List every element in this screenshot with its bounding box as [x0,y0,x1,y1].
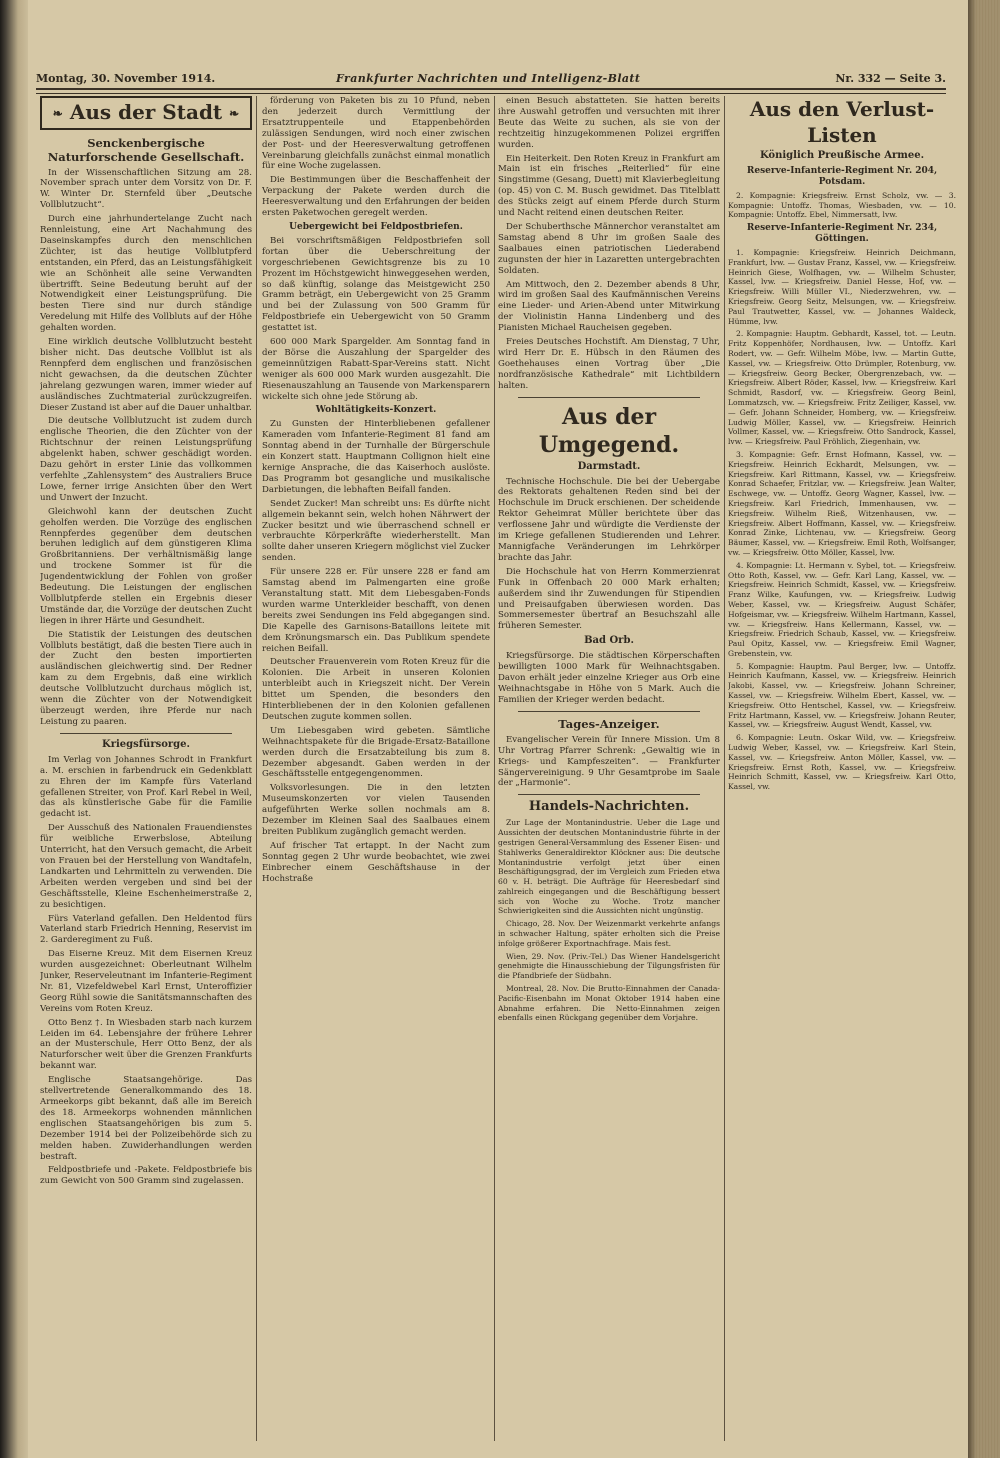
column-rule [256,96,257,1441]
column-rule [494,96,495,1441]
page-stack-edge [968,0,1000,1458]
article-paragraph: Die deutsche Vollblutzucht ist zudem durch englische Theorien, die den Züchter von der Richtschnur der reinen Leistungsprüfung abgelenkt haben, schwer geschädigt worden. Dazu gehört in erster Linie das vollkommen verfehlte „Zahlensystem“ des Australiers Bruce Lowe, ferner irrige Ansichten über den Wert und Unwert der Inzucht. [40,416,252,503]
article-paragraph: 600 000 Mark Spargelder. Am Sonntag fand in der Börse die Auszahlung der Spargelder des gemeinnützigen Rabatt-Spar-Vereins statt. Nicht weniger als 600 000 Mark wurden ausgezahlt. Die Riesenauszahlung an Tausende von Markensparern wickelte sich ohne jede Störung ab. [262,337,490,402]
column-2 [262,96,490,1446]
ornament-icon: ❧ [229,106,240,121]
article-heading: Bad Orb. [584,635,634,647]
article-heading: Senckenbergische Naturforschende Gesellschaft. [47,135,245,164]
casualty-list: 2. Kompagnie: Hauptm. Gebhardt, Kassel, tot. — Leutn. Fritz Koppenhöfer, Nordhausen, lvw. — Untoffz. Karl Rodert, vw. — Gefr. Wilhelm Möbe, lvw. — Martin Gutte, Kassel, vw. — Kriegsfreiw. Otto Drümpler, Rotenburg, vw. — Kriegsfreiw. Georg Becker, Obergrenzebach, vw. — Kriegsfreiw. Albert Röder, Kassel, lvw. — Kriegsfreiw. Karl Schmidt, Rasdorf, vw. — Kriegsfreiw. Georg Beinl, Lommatzsch, vw. — Kriegsfreiw. Fritz Zeiliger, Kassel, vw. — Gefr. Johann Schneider, Homberg, vw. — Kriegsfreiw. Ludwig Möller, Kassel, vw. — Kriegsfreiw. Heinrich Vollmer, Kassel, vw. — Kriegsfreiw. Otto Sandrock, Kassel, lvw. — Kriegsfreiw. Paul Fröhlich, Ziegenhain, vw. [728,329,956,447]
page-header [36,68,946,90]
article-paragraph: Feldpostbriefe und -Pakete. Feldpostbriefe bis zum Gewicht von 500 Gramm sind zugelassen. [40,1165,252,1187]
article-heading: Kriegsfürsorge. [102,738,190,750]
article-paragraph: Im Verlag von Johannes Schrodt in Frankfurt a. M. erschien in farbendruck ein Gedenkblatt zu Ehren der im Kampfe fürs Vaterland gefallenen Streiter, von Prof. Karl Rebel in Weil, das als künstlerische Gabe für die Familie gedacht ist. [40,754,252,820]
section-subtitle: Königlich Preußische Armee. [759,150,925,161]
column-4 [728,96,956,1446]
article-paragraph: Gleichwohl kann der deutschen Zucht geholfen werden. Die Vorzüge des englischen Rennpferdes gegenüber dem deutschen beruhen lediglich auf dem günstigeren Klima Großbritanniens. Der verhältnismäßig lange und trockene Sommer ist für die Jugendentwicklung der Fohlen von großer Bedeutung. Die Leistungen der englischen Vollblutpferde stellen ein Ergebnis dieser Umstände dar, die Vorzüge der deutschen Zucht liegen in ihrer Härte und Gesundheit. [40,506,252,626]
article-paragraph: Das Eiserne Kreuz. Mit dem Eisernen Kreuz wurden ausgezeichnet: Oberleutnant Wilhelm Junker, Reserveleutnant im Infanterie-Regiment Nr. 81, Vizefeldwebel Karl Ernst, Unteroffizier Georg Rühl sowie die Sanitätsmannschaften des Vereins vom Roten Kreuz. [40,949,252,1014]
column-rule [724,96,725,1441]
article-paragraph: Chicago, 28. Nov. Der Weizenmarkt verkehrte anfangs in schwacher Haltung, später erholten sich die Preise infolge größerer Exportnachfrage. Mais fest. [498,919,720,948]
article-paragraph: Montreal, 28. Nov. Die Brutto-Einnahmen der Canada-Pacific-Eisenbahn im Monat Oktober 1914 haben eine Abnahme erfahren. Die Netto-Einnahmen zeigen ebenfalls einen Rückgang gegenüber dem Vorjahre. [498,984,720,1023]
casualty-list: 3. Kompagnie: Gefr. Ernst Hofmann, Kassel, vw. — Kriegsfreiw. Heinrich Eckhardt, Melsungen, vw. — Kriegsfreiw. Karl Rittmann, Kassel, vw. — Kriegsfreiw. Konrad Schaefer, Fritzlar, vw. — Kriegsfreiw. Jean Walter, Eschwege, vw. — Untoffz. Georg Wagner, Kassel, lvw. — Kriegsfreiw. Karl Friedrich, Immenhausen, vw. — Kriegsfreiw. Wilhelm Rieß, Witzenhausen, vw. — Kriegsfreiw. Albert Hoffmann, Kassel, vw. — Kriegsfreiw. Konrad Zinke, Lichtenau, vw. — Kriegsfreiw. Georg Bäumer, Kassel, vw. — Kriegsfreiw. Emil Roth, Wolfsanger, vw. — Kriegsfreiw. Otto Möller, Kassel, lvw. [728,449,956,557]
header-rule [36,88,946,94]
article-heading: Darmstadt. [577,460,641,472]
article-paragraph: Durch eine jahrhundertelange Zucht nach Rennleistung, eine Art Nachahmung des Daseinskampfes durch den menschlichen Züchter, ist das heutige Vollblutpferd entstanden, ein Pferd, das an Leistungsfähigkeit wie an Schönheit alle seine Verwandten übertrifft. Seine Bedeutung beruht auf der Notwendigkeit einer Leistungsprüfung. Die besten Tiere sind nur durch ständige Veredelung mit Hilfe des Vollbluts auf der Höhe gehalten worden. [40,214,252,334]
article-paragraph: Die Hochschule hat von Herrn Kommerzienrat Funk in Offenbach 20 000 Mark erhalten; außerdem sind ihr Zuwendungen für Stipendien und Preisaufgaben überwiesen worden. Das Sommersemester übertraf an Besuchszahl alle früheren Semester. [498,566,720,632]
article-paragraph: Eine wirklich deutsche Vollblutzucht besteht bisher nicht. Das deutsche Vollblut ist als Rennpferd dem englischen und französischen nicht gewachsen, da die deutschen Züchter jahrelang gezwungen waren, immer wieder auf ausländisches Zuchtmaterial zurückzugreifen. Dieser Zustand ist aber auf die Dauer unhaltbar. [40,337,252,413]
header-date: Montag, 30. November 1914. [36,72,216,85]
section-title: Aus den Verlust-Listen [749,97,935,147]
article-paragraph: Volksvorlesungen. Die in den letzten Museumskonzerten vor vielen Tausenden aufgeführten Werke sollen nochmals am 8. Dezember im Kleinen Saal des Saalbaues einem breiten Publikum zugänglich gemacht werden. [262,783,490,837]
article-paragraph: Kriegsfürsorge. Die städtischen Körperschaften bewilligten 1000 Mark für Weihnachtsgaben. Davon erhält jeder einzelne Krieger aus Orb eine Weihnachtsgabe in Höhe von 5 Mark. Auch die Familien der Krieger werden bedacht. [498,651,720,705]
section-title: Tages-Anzeiger. [558,716,660,731]
adjacent-page-edge [0,0,28,1458]
article-paragraph: Sendet Zucker! Man schreibt uns: Es dürfte nicht allgemein bekannt sein, welch hohen Nährwert der Zucker besitzt und wie überraschend schnell er verbrauchte Körperkräfte wiederherstellt. Man sollte daher unseren Kriegern möglichst viel Zucker senden. [262,498,490,564]
article-paragraph: Um Liebesgaben wird gebeten. Sämtliche Weihnachtspakete für die Brigade-Ersatz-Bataillone werden durch die Ersatzabteilung bis zum 8. Dezember abgesandt. Gaben werden in der Geschäftsstelle entgegengenommen. [262,725,490,780]
article-paragraph: Evangelischer Verein für Innere Mission. Um 8 Uhr Vortrag Pfarrer Schrenk: „Gewaltig wie in Kriegs- und Kampfeszeiten“. — Frankfurter Sängervereinigung. 9 Uhr Gesamtprobe im Saale der „Harmonie“. [498,734,720,789]
section-title: Handels-Nachrichten. [528,799,690,815]
article-paragraph: Für unsere 228 er. Für unsere 228 er fand am Samstag abend im Palmengarten eine große Veranstaltung statt. Mit dem Liebesgaben-Fonds wurden warme Unterkleider beschafft, von denen bereits zwei Sendungen ins Feld abgegangen sind. Die Kapelle des Garnisons-Bataillons leitete mit dem Krönungsmarsch ein. Das Publikum spendete reichen Beifall. [262,567,490,654]
ornament-icon: ❧ [52,106,63,121]
article-paragraph: förderung von Paketen bis zu 10 Pfund, neben den jederzeit durch Vermittlung der Ersatztruppenteile und Etappenbehörden zulässigen Sendungen, wird noch einer zwischen der Post- und der Heeresverwaltung getroffenen Vereinbarung gleichfalls zunächst einmal monatlich für eine Woche zugelassen. [262,96,490,172]
article-paragraph: Der Ausschuß des Nationalen Frauendienstes für weibliche Erwerbslose, Abteilung Unterricht, hat den Versuch gemacht, die Arbeit von Frauen bei der Herstellung von Wandtafeln, Landkarten und Lehrmitteln zu verwenden. Die Arbeiten werden vergeben und sind bei der Geschäftsstelle, Kleine Eschenheimerstraße 2, zu besichtigen. [40,823,252,910]
article-paragraph: Wien, 29. Nov. (Priv.-Tel.) Das Wiener Handelsgericht genehmigte die Hinausschiebung der Tilgungsfristen für die Pfandbriefe der Südbahn. [498,951,720,981]
article-paragraph: einen Besuch abstatteten. Sie hatten bereits ihre Auswahl getroffen und versuchten mit ihrer Beute das Weite zu suchen, als sie von der rechtzeitig hinzugekommenen Polizei ergriffen wurden. [498,96,720,150]
divider [518,794,700,795]
article-paragraph: Zu Gunsten der Hinterbliebenen gefallener Kameraden vom Infanterie-Regiment 81 fand am Sonntag abend in der Turnhalle der Bürgerschule ein Konzert statt. Hauptmann Collignon hielt eine kernige Ansprache, die das Kaiserhoch auslöste. Das Programm bot gesangliche und musikalische Darbietungen, die lebhaften Beifall fanden. [262,419,490,495]
casualty-list: 4. Kompagnie: Lt. Hermann v. Sybel, tot. — Kriegsfreiw. Otto Roth, Kassel, vw. — Gefr. Karl Lang, Kassel, vw. — Kriegsfreiw. Heinrich Schmidt, Kassel, vw. — Kriegsfreiw. Franz Wilke, Kaufungen, vw. — Kriegsfreiw. Ludwig Weber, Kassel, vw. — Kriegsfreiw. August Schäfer, Hofgeismar, vw. — Kriegsfreiw. Wilhelm Hartmann, Kassel, vw. — Kriegsfreiw. Hans Kellermann, Kassel, vw. — Kriegsfreiw. Friedrich Schaub, Kassel, vw. — Kriegsfreiw. Paul Opitz, Kassel, vw. — Kriegsfreiw. Emil Wagner, Grebenstein, vw. [728,560,956,658]
article-heading: Wohltätigkeits-Konzert. [315,405,437,416]
article-paragraph: Ein Heiterkeit. Den Roten Kreuz in Frankfurt am Main ist ein frisches „Reiterlied“ für eine Singstimme (Gesang, Duett) mit Klavierbegleitung (op. 45) von C. M. Busch gewidmet. Das Titelblatt des Stücks zeigt auf einem Pferde durch Sturm und Nacht reitend einen deutschen Reiter. [498,153,720,219]
article-paragraph: Otto Benz †. In Wiesbaden starb nach kurzem Leiden im 64. Lebensjahre der frühere Lehrer an der Musterschule, Herr Otto Benz, der als Naturforscher weit über die Grenzen Frankfurts bekannt war. [40,1017,252,1072]
article-paragraph: Auf frischer Tat ertappt. In der Nacht zum Sonntag gegen 2 Uhr wurde beobachtet, wie zwei Einbrecher einem Geschäftshause in der Hochstraße [262,840,490,884]
casualty-list: 5. Kompagnie: Hauptm. Paul Berger, lvw. — Untoffz. Heinrich Kaufmann, Kassel, vw. — Kriegsfreiw. Heinrich Jakobi, Kassel, vw. — Kriegsfreiw. Johann Schreiner, Kassel, vw. — Kriegsfreiw. Wilhelm Ebert, Kassel, vw. — Kriegsfreiw. Otto Hentschel, Kassel, vw. — Kriegsfreiw. Fritz Hartmann, Kassel, vw. — Kriegsfreiw. Johann Reuter, Kassel, vw. — Kriegsfreiw. August Wendt, Kassel, vw. [728,661,956,730]
article-heading: Uebergewicht bei Feldpostbriefen. [289,221,463,232]
article-paragraph: Fürs Vaterland gefallen. Den Heldentod fürs Vaterland starb Friedrich Henning, Reservist im 2. Garderegiment zu Fuß. [40,913,252,946]
section-title: Aus der Stadt [69,100,223,124]
divider [60,733,232,734]
article-paragraph: Bei vorschriftsmäßigen Feldpostbriefen soll fortan über die Ueberschreitung der vorgeschriebenen Gewichtsgrenze bis zu 10 Prozent im Höchstgewicht hinweggesehen werden, so daß künftig, solange das Meistgewicht 250 Gramm beträgt, ein Uebergewicht von 25 Gramm und bei der Zulassung von 500 Gramm für Feldpostbriefe ein Uebergewicht von 50 Gramm gestattet ist. [262,235,490,334]
article-paragraph: Deutscher Frauenverein vom Roten Kreuz für die Kolonien. Die Arbeit in unseren Kolonien unterbleibt auch in Kriegszeit nicht. Der Verein bittet um Spenden, die besonders den Hinterbliebenen der in den Kolonien gefallenen Deutschen zugute kommen sollen. [262,657,490,722]
header-paper-title: Frankfurter Nachrichten und Intelligenz-Blatt [336,72,641,85]
article-paragraph: Freies Deutsches Hochstift. Am Dienstag, 7 Uhr, wird Herr Dr. E. Hübsch in den Räumen des Goethehauses einen Vortrag über „Die nordfranzösische Kathedrale“ mit Lichtbildern halten. [498,337,720,391]
casualty-list: 2. Kompagnie: Kriegsfreiw. Ernst Scholz, vw. — 3. Kompagnie: Untoffz. Thomas, Wiesbaden, vw. — 10. Kompagnie: Untoffz. Ebel, Nimmersatt, lvw. [728,190,956,220]
casualty-list: 1. Kompagnie: Kriegsfreiw. Heinrich Deichmann, Frankfurt, lvw. — Gustav Franz, Kassel, vw. — Kriegsfreiw. Heinrich Giese, Wolfhagen, vw. — Wilhelm Schuster, Kassel, lvw. — Kriegsfreiw. Daniel Hesse, Hof, vw. — Kriegsfreiw. Willi Müller VI., Niederzwehren, vw. — Kriegsfreiw. Georg Seitz, Melsungen, vw. — Kriegsfreiw. Paul Trautwetter, Kassel, vw. — Johannes Waldeck, Hümme, lvw. [728,248,956,326]
article-paragraph: Technische Hochschule. Die bei der Uebergabe des Rektorats gehaltenen Reden sind bei der Hochschule im Druck erschienen. Der scheidende Rektor Geheimrat Müller berichtete über das verflossene Jahr und würdigte die Verdienste der im Kriege gefallenen Studierenden und Lehrer. Mannigfache Veränderungen im Lehrkörper brachte das Jahr. [498,476,720,563]
section-title: Aus der Umgegend. [538,403,680,458]
casualty-list: 6. Kompagnie: Leutn. Oskar Wild, vw. — Kriegsfreiw. Ludwig Weber, Kassel, vw. — Kriegsfreiw. Karl Stein, Kassel, vw. — Kriegsfreiw. Anton Möller, Kassel, vw. — Kriegsfreiw. Ernst Roth, Kassel, vw. — Kriegsfreiw. Heinrich Schmitt, Kassel, vw. — Kriegsfreiw. Karl Otto, Kassel, vw. [728,733,956,792]
article-paragraph: In der Wissenschaftlichen Sitzung am 28. November sprach unter dem Vorsitz von Dr. F. W. Winter Dr. Sternfeld über „Deutsche Vollblutzucht“. [40,167,252,211]
article-paragraph: Die Bestimmungen über die Beschaffenheit der Verpackung der Pakete werden durch die Heeresverwaltung und den Erfahrungen der beiden ersten Paketwochen geregelt werden. [262,175,490,219]
divider [518,711,700,712]
column-1 [40,96,252,1446]
section-heading-box [40,96,252,130]
article-paragraph: Zur Lage der Montanindustrie. Ueber die Lage und Aussichten der deutschen Montanindustrie führte in der gestrigen General-Versammlung des Essener Eisen- und Stahlwerks Generaldirektor Klöckner aus: Die deutsche Montanindustrie verfolgt jetzt über einen Beschäftigungsgrad, der im Vergleich zum Frieden etwa 60 v. H. beträgt. Die Aufträge für Heeresbedarf sind zahlreich eingegangen und die Beschäftigung bessert sich von Woche zu Woche. Trotz mancher Schwierigkeiten sind die Aussichten nicht ungünstig. [498,818,720,916]
column-3 [498,96,720,1446]
divider [518,397,700,398]
header-issue: Nr. 332 — Seite 3. [835,72,946,85]
article-paragraph: Der Schuberthsche Männerchor veranstaltet am Samstag abend 8 Uhr im großen Saale des Saalbaues einen patriotischen Liederabend zugunsten der hier in Lazaretten untergebrachten Soldaten. [498,221,720,276]
article-paragraph: Englische Staatsangehörige. Das stellvertretende Generalkommando des 18. Armeekorps gibt bekannt, daß alle im Bereich des 18. Armeekorps wohnenden männlichen englischen Staatsangehörigen bis zum 5. Dezember 1914 bei der Polizeibehörde sich zu melden haben. Zuwiderhandlungen werden bestraft. [40,1075,252,1162]
article-paragraph: Am Mittwoch, den 2. Dezember abends 8 Uhr, wird im großen Saal des Kaufmännischen Vereins eine Lieder- und Arien-Abend unter Mitwirkung der Violinistin Hanna Lindenberg und des Pianisten Michael Raucheisen gegeben. [498,279,720,334]
regiment-heading: Reserve-Infanterie-Regiment Nr. 204, Potsdam. [746,166,938,187]
regiment-heading: Reserve-Infanterie-Regiment Nr. 234, Göttingen. [746,223,938,245]
article-paragraph: Die Statistik der Leistungen des deutschen Vollbluts bestätigt, daß die besten Tiere auch in der Zucht den besten importierten ausländischen gleichwertig sind. Der Redner kam zu dem Ergebnis, daß eine wirklich deutsche Vollblutzucht durchaus möglich ist, wenn die Züchter von der Notwendigkeit überzeugt werden, ihre Pferde nur nach Leistung zu paaren. [40,629,252,727]
